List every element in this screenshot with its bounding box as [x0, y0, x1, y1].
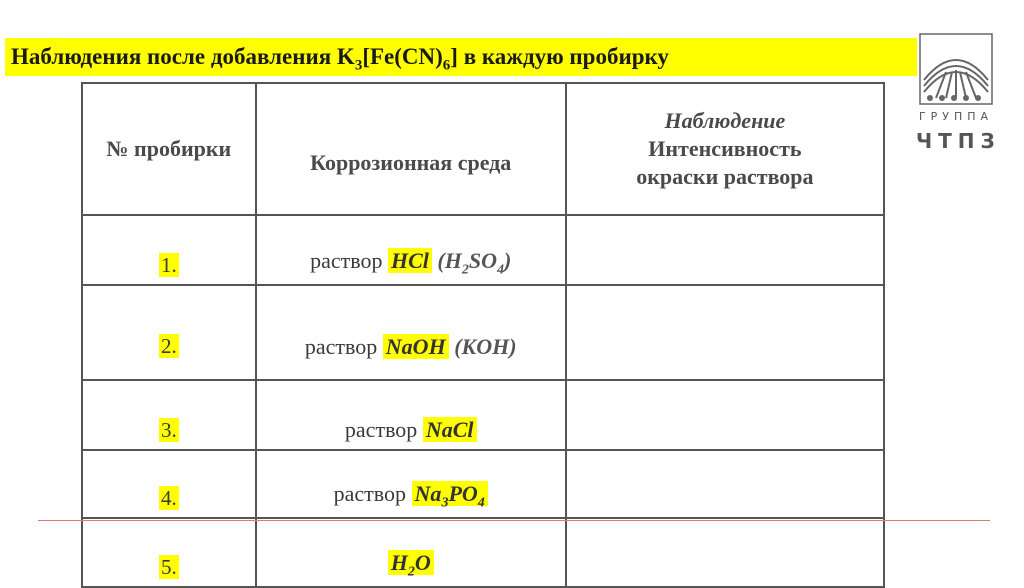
medium-formula: NaOH: [383, 334, 449, 359]
medium-formula: HCl: [388, 248, 432, 273]
medium-cell: [256, 450, 566, 518]
header-tube-number: № пробирки: [82, 83, 256, 215]
slide-title: Наблюдения после добавления $K_3[Fe(CN)_6]$ в каждую пробирку: [5, 38, 917, 76]
tube-number: 2.: [160, 334, 177, 358]
medium-cell: [256, 380, 566, 450]
observation-cell[interactable]: [566, 450, 884, 518]
table-header-row: [82, 83, 884, 215]
medium-cell: [256, 285, 566, 380]
medium-prefix: раствор: [344, 417, 423, 442]
logo-text-group: ГРУППА: [918, 110, 994, 123]
tube-number-cell: [82, 450, 256, 518]
medium-formula: $Na_3PO_4$: [412, 481, 488, 506]
observation-cell[interactable]: [566, 285, 884, 380]
medium-alt-formula: $(H_2SO_4)$: [431, 247, 512, 277]
header-observation-line2: Интенсивность: [648, 136, 802, 161]
table-row: [82, 518, 884, 587]
header-observation-title: Наблюдение: [664, 108, 786, 133]
medium-formula: $H_2O$: [388, 550, 434, 575]
decorative-divider-line: [38, 520, 990, 521]
tube-number-cell: [82, 285, 256, 380]
table-row: [82, 380, 884, 450]
tube-number-cell: [82, 215, 256, 285]
tube-number-cell: [82, 518, 256, 587]
header-corrosion-medium: Коррозионная среда: [256, 83, 566, 215]
observation-cell[interactable]: [566, 380, 884, 450]
observations-table: [81, 82, 885, 588]
logo-text-brand: ЧТПЗ: [916, 129, 1001, 153]
observation-cell[interactable]: [566, 518, 884, 587]
table-row: [82, 215, 884, 285]
tube-number: 1.: [160, 253, 177, 277]
medium-cell: [256, 215, 566, 285]
company-logo: [916, 32, 1001, 162]
logo-emblem-icon: [916, 32, 996, 107]
tube-number: 4.: [160, 486, 177, 510]
header-observation-line3: окраски раствора: [636, 164, 814, 189]
medium-formula: NaCl: [423, 417, 477, 442]
table-row: [82, 450, 884, 518]
tube-number: 5.: [160, 555, 177, 579]
medium-cell: [256, 518, 566, 587]
tube-number-cell: [82, 380, 256, 450]
medium-prefix: раствор: [333, 480, 412, 506]
header-observation: [566, 83, 884, 215]
medium-prefix: раствор: [304, 333, 383, 359]
medium-prefix: раствор: [310, 247, 388, 273]
observation-cell[interactable]: [566, 215, 884, 285]
table-row: [82, 285, 884, 380]
tube-number: 3.: [160, 418, 177, 442]
medium-alt-formula: (KOH): [448, 333, 517, 359]
